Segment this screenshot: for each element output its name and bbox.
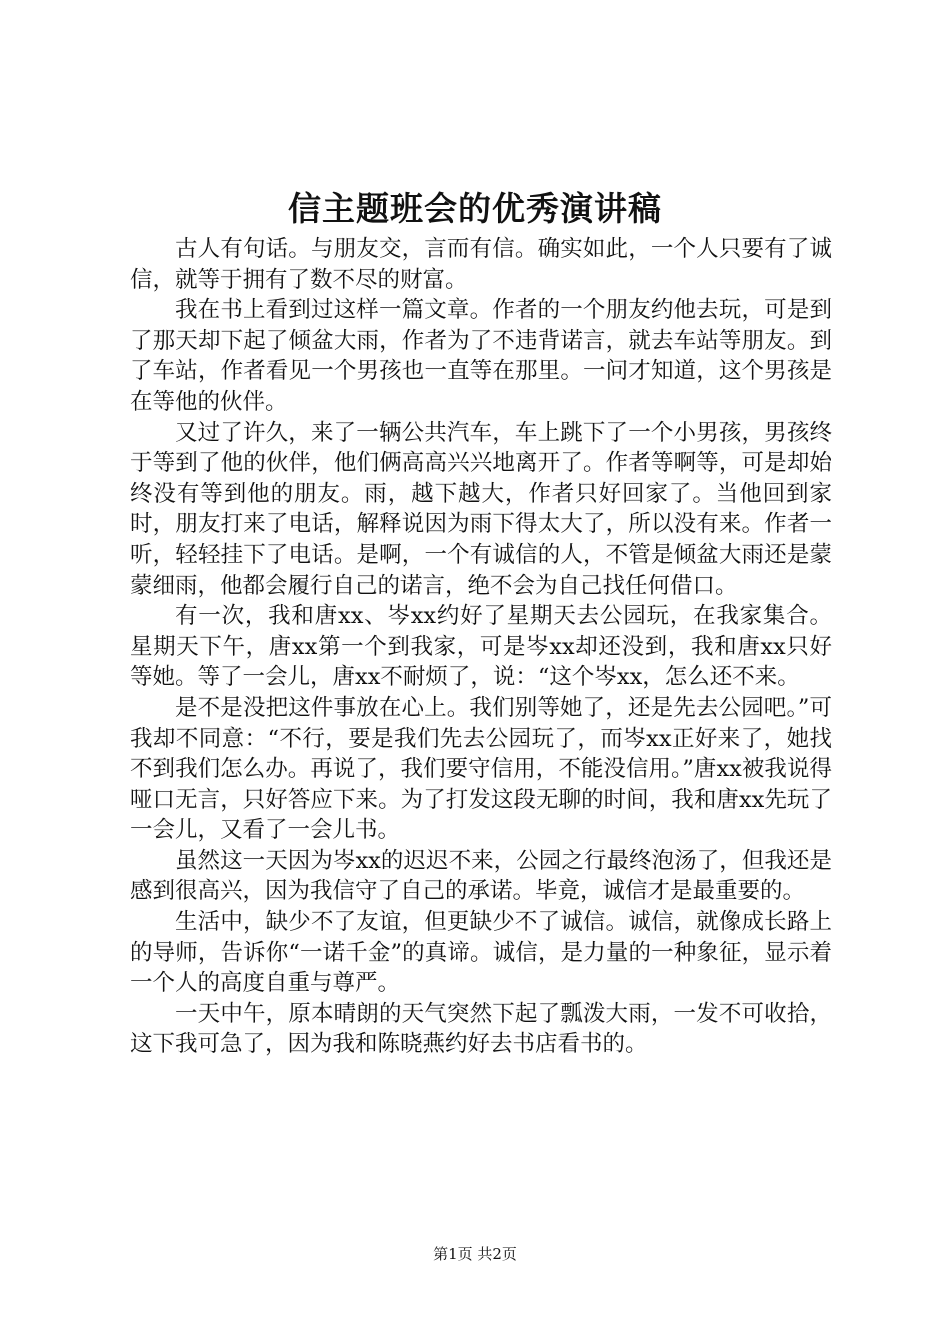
paragraph: 又过了许久，来了一辆公共汽车，车上跳下了一个小男孩，男孩终于等到了他的伙伴，他们俩高高兴兴地离开了。作者等啊等，可是却始终没有等到他的朋友。雨，越下越大，作者只好回家了。当他回到家时，朋友打来了电话，解释说因为雨下得太大了，所以没有来。作者一听，轻轻挂下了电话。是啊，一个有诚信的人，不管是倾盆大雨还是蒙蒙细雨，他都会履行自己的诺言，绝不会为自己找任何借口。 xyxy=(130,419,832,599)
document-body xyxy=(130,234,832,1060)
paragraph: 古人有句话。与朋友交，言而有信。确实如此，一个人只要有了诚信，就等于拥有了数不尽的财富。 xyxy=(130,236,832,293)
paragraph: 虽然这一天因为岑xx的迟迟不来，公园之行最终泡汤了，但我还是感到很高兴，因为我信守了自己的承诺。毕竟，诚信才是最重要的。 xyxy=(130,847,832,905)
paragraph: 是不是没把这件事放在心上。我们别等她了，还是先去公园吧。”可我却不同意：“不行，要是我们先去公园玩了，而岑xx正好来了，她找不到我们怎么办。再说了，我们要守信用，不能没信用。”唐xx被我说得哑口无言，只好答应下来。为了打发这段无聊的时间，我和唐xx先玩了一会儿，又看了一会儿书。 xyxy=(130,694,832,844)
paragraph: 有一次，我和唐xx、岑xx约好了星期天去公园玩，在我家集合。星期天下午，唐xx第一个到我家，可是岑xx却还没到，我和唐xx只好等她。等了一会儿，唐xx不耐烦了，说：“这个岑xx，怎么还不来。 xyxy=(130,603,832,691)
page-number-footer: 第1页 共2页 xyxy=(433,1245,517,1263)
paragraph: 生活中，缺少不了友谊，但更缺少不了诚信。诚信，就像成长路上的导师，告诉你“一诺千金”的真谛。诚信，是力量的一种象征，显示着一个人的高度自重与尊严。 xyxy=(130,909,832,997)
paragraph: 我在书上看到过这样一篇文章。作者的一个朋友约他去玩，可是到了那天却下起了倾盆大雨，作者为了不违背诺言，就去车站等朋友。到了车站，作者看见一个男孩也一直等在那里。一问才知道，这个男孩是在等他的伙伴。 xyxy=(130,297,832,415)
document-title: 信主题班会的优秀演讲稿 xyxy=(288,189,662,228)
paragraph: 一天中午，原本晴朗的天气突然下起了瓢泼大雨，一发不可收拾，这下我可急了，因为我和陈晓燕约好去书店看书的。 xyxy=(130,1000,832,1058)
